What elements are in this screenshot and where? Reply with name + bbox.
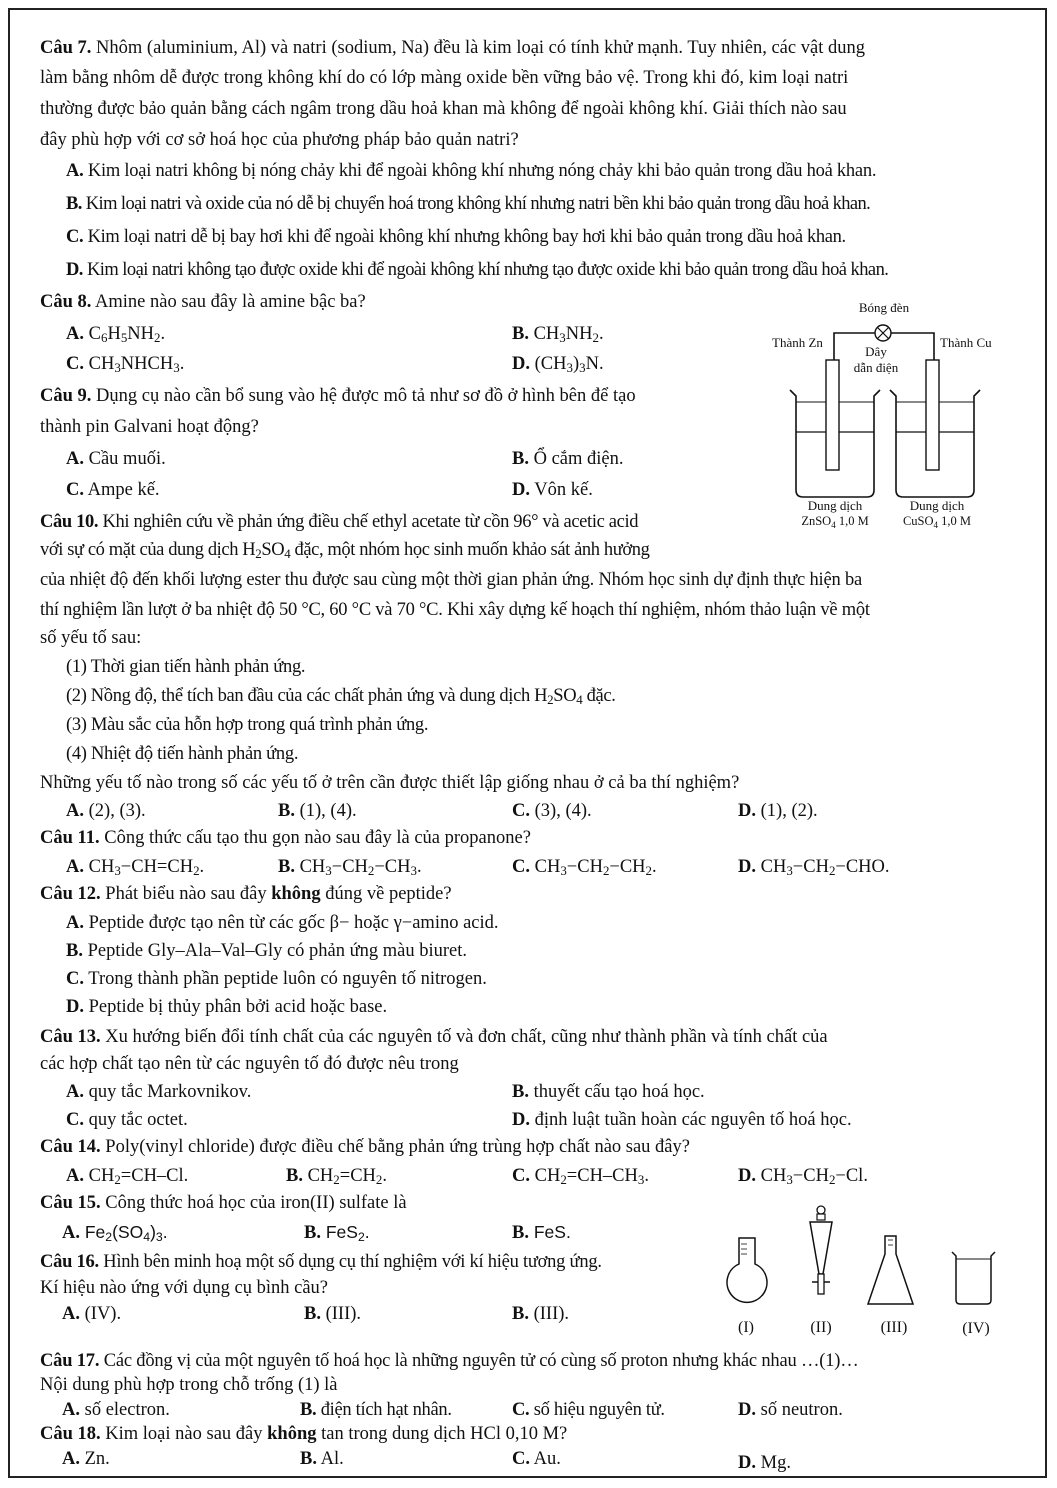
q16-stem-line2: Kí hiệu nào ứng với dụng cụ bình cầu?: [40, 1278, 328, 1298]
q10-question: Những yếu tố nào trong số các yếu tố ở trên cần được thiết lập giống nhau ở cả ba thí nghiệm?: [40, 773, 740, 793]
q18-option-a[interactable]: [62, 1445, 110, 1474]
option-text: Ampe kế.: [87, 480, 160, 500]
option-label: D.: [66, 997, 84, 1017]
option-label: C.: [66, 969, 84, 989]
option-text: Peptide được tạo nên từ các gốc β− hoặc γ−amino acid.: [88, 913, 499, 933]
q10-number: Câu 10.: [40, 512, 99, 532]
q12-stem: [40, 880, 452, 909]
option-label: D.: [512, 480, 530, 500]
q8-option-b[interactable]: B. $CH_3NH_2$.: [512, 324, 604, 346]
option-text: số electron.: [84, 1400, 170, 1420]
option-text: Au.: [533, 1449, 561, 1469]
galvanic-cell-diagram: [762, 292, 1012, 542]
q11-option-b[interactable]: B. $CH_3-CH_2-CH_3$.: [278, 857, 422, 879]
q7-option-d[interactable]: [66, 256, 888, 285]
q15-option-a[interactable]: A. $Fe_2(SO_4)_3$.: [62, 1222, 168, 1245]
cu-rod-label: Thành Cu: [940, 335, 992, 350]
q18-option-c[interactable]: [512, 1445, 561, 1474]
q10-stem-text-1: Khi nghiên cứu về phản ứng điều chế ethyl acetate từ cồn 96° và acetic acid: [102, 512, 639, 532]
option-label: C.: [66, 1110, 84, 1130]
option-label: A.: [62, 1449, 80, 1469]
option-text: (III).: [533, 1304, 570, 1324]
option-label: C.: [512, 857, 530, 877]
q10-option-b[interactable]: [278, 797, 357, 826]
conical-flask-icon: [868, 1236, 913, 1304]
q12-option-a[interactable]: [66, 909, 499, 938]
q14-number: Câu 14.: [40, 1137, 101, 1157]
q14-option-a[interactable]: A. $CH_2=CH-Cl$.: [66, 1166, 189, 1188]
q11-stem: [40, 824, 531, 853]
q14-stem-text: Poly(vinyl chloride) được điều chế bằng phản ứng trùng hợp chất nào sau đây?: [105, 1137, 690, 1157]
q10-option-c[interactable]: [512, 797, 592, 826]
q18-stem-pre: Kim loại nào sau đây: [105, 1424, 263, 1444]
q8-stem-text: Amine nào sau đây là amine bậc ba?: [95, 292, 366, 312]
option-label: D.: [512, 354, 530, 374]
option-label: B.: [512, 324, 529, 344]
q15-stem: [40, 1189, 407, 1218]
q7-option-b[interactable]: [66, 190, 870, 219]
q16-option-b[interactable]: [304, 1300, 361, 1329]
q12-option-d[interactable]: [66, 993, 387, 1022]
separatory-funnel-icon: [810, 1206, 832, 1294]
option-text: Kim loại natri và oxide của nó dễ bị chuyển hoá trong không khí nhưng natri bền khi bảo quản trong dầu hoả khan.: [85, 194, 871, 214]
option-label: B.: [66, 941, 83, 961]
q7-stem-line2: làm bằng nhôm dễ được trong không khí do có lớp màng oxide bền vững bảo vệ. Trong khi đó, kim loại natri: [40, 68, 849, 88]
q10-stem-line2: với sự có mặt của dung dịch $H_2SO_4$ đặc, một nhóm học sinh muốn khảo sát ảnh hưởng: [40, 540, 650, 562]
q16-stem-line1: [40, 1248, 602, 1277]
q10-stem-line4: thí nghiệm lần lượt ở ba nhiệt độ 50 °C, 60 °C và 70 °C. Khi xây dựng kế hoạch thí nghiệm, nhóm thảo luận về một: [40, 600, 870, 620]
option-label: B.: [304, 1223, 321, 1243]
beaker-icon: [952, 1252, 995, 1304]
option-label: A.: [62, 1304, 80, 1324]
option-label: A.: [66, 1082, 84, 1102]
q10-stem-line1: [40, 508, 638, 537]
option-label: B.: [512, 449, 529, 469]
q7-stem-line3: thường được bảo quản bằng cách ngâm trong dầu hoả khan mà không để ngoài không khí. Giải thích nào sau: [40, 99, 847, 119]
right-solution-label-2: CuSO$_4$ 1,0 M: [902, 514, 972, 530]
q9-option-b[interactable]: [512, 445, 624, 474]
lab-equipment-figure: [718, 1196, 1008, 1344]
q10-factor-3: (3) Màu sắc của hỗn hợp trong quá trình phản ứng.: [66, 715, 429, 735]
left-solution-label-2: ZnSO$_4$ 1,0 M: [801, 514, 869, 530]
option-text: Mg.: [760, 1453, 791, 1473]
q10-stem-line3: của nhiệt độ đến khối lượng ester thu được sau cùng một thời gian phản ứng. Nhóm học sinh dự định thực hiện ba: [40, 570, 863, 590]
option-label: A.: [62, 1223, 80, 1243]
option-label: A.: [62, 1400, 80, 1420]
q11-option-c[interactable]: C. $CH_3-CH_2-CH_2$.: [512, 857, 657, 879]
q15-stem-text: Công thức hoá học của iron(II) sulfate là: [105, 1193, 407, 1213]
q16-stem-text-1: Hình bên minh hoạ một số dụng cụ thí nghiệm với kí hiệu tương ứng.: [103, 1252, 602, 1272]
option-text: Kim loại natri không tạo được oxide khi để ngoài không khí nhưng tạo được oxide khi bảo quản trong dầu hoả khan.: [86, 260, 889, 280]
option-label: D.: [512, 1110, 530, 1130]
q16-option-a[interactable]: [62, 1300, 121, 1329]
wire-label-2: dẫn điện: [853, 360, 899, 375]
round-flask-icon: [727, 1238, 767, 1302]
option-label: C.: [512, 1166, 530, 1186]
q18-stem-post: tan trong dung dịch HCl 0,10 M?: [321, 1424, 568, 1444]
q13-option-c[interactable]: [66, 1106, 188, 1135]
option-label: B.: [300, 1400, 317, 1420]
q11-option-a[interactable]: A. $CH_3-CH=CH_2$.: [66, 857, 205, 879]
q7-stem-line1: [40, 34, 1015, 63]
q7-stem-text-1: Nhôm (aluminium, Al) và natri (sodium, Na) đều là kim loại có tính khử mạnh. Tuy nhiên, các vật dung: [96, 38, 865, 58]
q17-number: Câu 17.: [40, 1351, 100, 1371]
option-label: B.: [512, 1223, 529, 1243]
bulb-label: Bóng đèn: [858, 300, 910, 315]
q10-stem-line5: số yếu tố sau:: [40, 628, 142, 648]
q13-option-b[interactable]: [512, 1078, 705, 1107]
option-text: Peptide Gly–Ala–Val–Gly có phản ứng màu biuret.: [87, 941, 468, 961]
q16-option-c[interactable]: [512, 1300, 569, 1329]
q11-stem-text: Công thức cấu tạo thu gọn nào sau đây là của propanone?: [104, 828, 531, 848]
option-label: C.: [66, 227, 84, 247]
q13-option-d[interactable]: [512, 1106, 852, 1135]
q17-stem-line2: Nội dung phù hợp trong chỗ trống (1) là: [40, 1375, 338, 1395]
option-label: A.: [66, 1166, 84, 1186]
q13-stem-text-1: Xu hướng biến đổi tính chất của các nguyên tố và đơn chất, cũng như thành phần và tính chất của: [105, 1027, 828, 1047]
q10-option-a[interactable]: [66, 797, 146, 826]
option-label: B.: [512, 1304, 529, 1324]
q10-option-d[interactable]: [738, 797, 818, 826]
q18-option-b[interactable]: [300, 1445, 344, 1474]
q15-option-c[interactable]: [512, 1218, 571, 1248]
option-label: A.: [66, 801, 84, 821]
option-text: FeS.: [533, 1222, 571, 1242]
q14-option-c[interactable]: C. $CH_2=CH-CH_3$.: [512, 1166, 649, 1188]
option-label: A.: [66, 857, 84, 877]
option-label: B.: [278, 801, 295, 821]
option-text: (3), (4).: [534, 801, 592, 821]
q8-number: Câu 8.: [40, 292, 92, 312]
q10-factor-1: (1) Thời gian tiến hành phản ứng.: [66, 657, 306, 677]
option-text: Peptide bị thủy phân bởi acid hoặc base.: [88, 997, 388, 1017]
q9-number: Câu 9.: [40, 386, 92, 406]
q13-stem-line1: [40, 1023, 1015, 1052]
q14-stem: [40, 1133, 690, 1162]
option-text: Kim loại natri dễ bị bay hơi khi để ngoài không khí nhưng không bay hơi khi bảo quản trong dầu hoả khan.: [87, 227, 846, 247]
q9-stem-line2: thành pin Galvani hoạt động?: [40, 417, 259, 437]
option-text: số neutron.: [760, 1400, 843, 1420]
zn-rod-label: Thành Zn: [772, 335, 823, 350]
q12-stem-keyword: không: [271, 884, 321, 904]
q14-option-d[interactable]: D. $CH_3-CH_2-Cl$.: [738, 1166, 868, 1188]
q7-option-a[interactable]: [66, 157, 876, 186]
option-label: A.: [66, 161, 84, 181]
q18-number: Câu 18.: [40, 1424, 101, 1444]
right-solution-label-1: Dung dịch: [909, 498, 965, 513]
option-text: Zn.: [84, 1449, 110, 1469]
option-label: C.: [512, 1449, 530, 1469]
q10-factor-4: (4) Nhiệt độ tiến hành phản ứng.: [66, 744, 299, 764]
q13-option-a[interactable]: [66, 1078, 251, 1107]
option-label: A.: [66, 449, 84, 469]
option-text: Ổ cắm điện.: [533, 449, 624, 469]
q15-number: Câu 15.: [40, 1193, 101, 1213]
option-text: (1), (2).: [760, 801, 818, 821]
option-text: Cầu muối.: [88, 449, 166, 469]
q8-stem: [40, 288, 366, 317]
option-text: Kim loại natri không bị nóng chảy khi để ngoài không khí nhưng nóng chảy khi bảo quản trong dầu hoả khan.: [87, 161, 877, 181]
option-label: B.: [300, 1449, 317, 1469]
q13-stem-line2: các hợp chất tạo nên từ các nguyên tố đó được nêu trong: [40, 1054, 459, 1074]
left-solution-label-1: Dung dịch: [807, 498, 863, 513]
option-label: D.: [738, 1453, 756, 1473]
q7-option-c[interactable]: [66, 223, 846, 252]
q9-stem-line1: [40, 382, 636, 411]
option-text: điện tích hạt nhân.: [320, 1400, 452, 1420]
figure-label-2: (II): [810, 1319, 832, 1336]
q9-option-c[interactable]: [66, 476, 160, 505]
option-text: (1), (4).: [299, 801, 357, 821]
q8-option-a[interactable]: A. $C_6H_5NH_2$.: [66, 324, 166, 346]
option-label: C.: [512, 1400, 530, 1420]
option-text: (IV).: [84, 1304, 122, 1324]
option-label: B.: [304, 1304, 321, 1324]
q9-option-d[interactable]: [512, 476, 593, 505]
q11-number: Câu 11.: [40, 828, 100, 848]
q8-option-d[interactable]: D. $(CH_3)_3N$.: [512, 354, 604, 376]
option-text: định luật tuần hoàn các nguyên tố hoá học.: [534, 1110, 852, 1130]
cu-electrode: [926, 360, 939, 470]
option-label: D.: [738, 857, 756, 877]
option-label: D.: [738, 1166, 756, 1186]
q13-number: Câu 13.: [40, 1027, 101, 1047]
option-text: Trong thành phần peptide luôn có nguyên tố nitrogen.: [88, 969, 487, 989]
option-text: quy tắc Markovnikov.: [88, 1082, 252, 1102]
option-label: D.: [738, 801, 756, 821]
q11-option-d[interactable]: D. $CH_3-CH_2-CHO$.: [738, 857, 890, 879]
option-text: quy tắc octet.: [88, 1110, 188, 1130]
option-text: (III).: [325, 1304, 362, 1324]
q12-option-b[interactable]: [66, 937, 467, 966]
q7-number: Câu 7.: [40, 38, 92, 58]
option-text: (2), (3).: [88, 801, 146, 821]
q9-stem-text-1: Dụng cụ nào cần bổ sung vào hệ được mô tả như sơ đồ ở hình bên để tạo: [96, 386, 636, 406]
q12-number: Câu 12.: [40, 884, 101, 904]
wire-label-1: Dây: [865, 344, 887, 359]
q14-option-b[interactable]: B. $CH_2=CH_2$.: [286, 1166, 387, 1188]
option-label: B.: [512, 1082, 529, 1102]
q17-option-d[interactable]: [738, 1396, 843, 1425]
option-label: D.: [66, 260, 83, 280]
option-text: Al.: [320, 1449, 344, 1469]
q18-stem-keyword: không: [267, 1424, 317, 1444]
q17-stem-text-1: Các đồng vị của một nguyên tố hoá học là những nguyên tử có cùng số proton nhưng khác nhau …(1)…: [103, 1351, 859, 1371]
option-label: B.: [66, 194, 82, 214]
option-label: B.: [278, 857, 295, 877]
q8-option-c[interactable]: C. $CH_3NHCH_3$.: [66, 354, 185, 376]
q10-factor-2: (2) Nồng độ, thể tích ban đầu của các chất phản ứng và dung dịch $H_2SO_4$ đặc.: [66, 686, 616, 708]
option-label: D.: [738, 1400, 756, 1420]
figure-label-1: (I): [738, 1319, 754, 1336]
q7-stem-line4: đây phù hợp với cơ sở hoá học của phương pháp bảo quản natri?: [40, 130, 519, 150]
option-label: C.: [66, 354, 84, 374]
option-label: B.: [286, 1166, 303, 1186]
figure-label-4: (IV): [962, 1320, 990, 1337]
option-label: C.: [512, 801, 530, 821]
zn-electrode: [826, 360, 839, 470]
option-label: A.: [66, 913, 84, 933]
option-text: Vôn kế.: [534, 480, 593, 500]
figure-label-3: (III): [880, 1319, 908, 1336]
q12-option-c[interactable]: [66, 965, 487, 994]
q18-option-d[interactable]: [738, 1449, 791, 1478]
option-label: C.: [66, 480, 84, 500]
option-text: số hiệu nguyên tử.: [533, 1400, 665, 1420]
option-text: thuyết cấu tạo hoá học.: [533, 1082, 705, 1102]
q12-stem-post: đúng về peptide?: [325, 884, 452, 904]
q15-option-b[interactable]: B. FeS$_2$.: [304, 1222, 370, 1245]
q16-number: Câu 16.: [40, 1252, 99, 1272]
q9-option-a[interactable]: [66, 445, 166, 474]
q12-stem-pre: Phát biểu nào sau đây: [105, 884, 267, 904]
option-label: A.: [66, 324, 84, 344]
